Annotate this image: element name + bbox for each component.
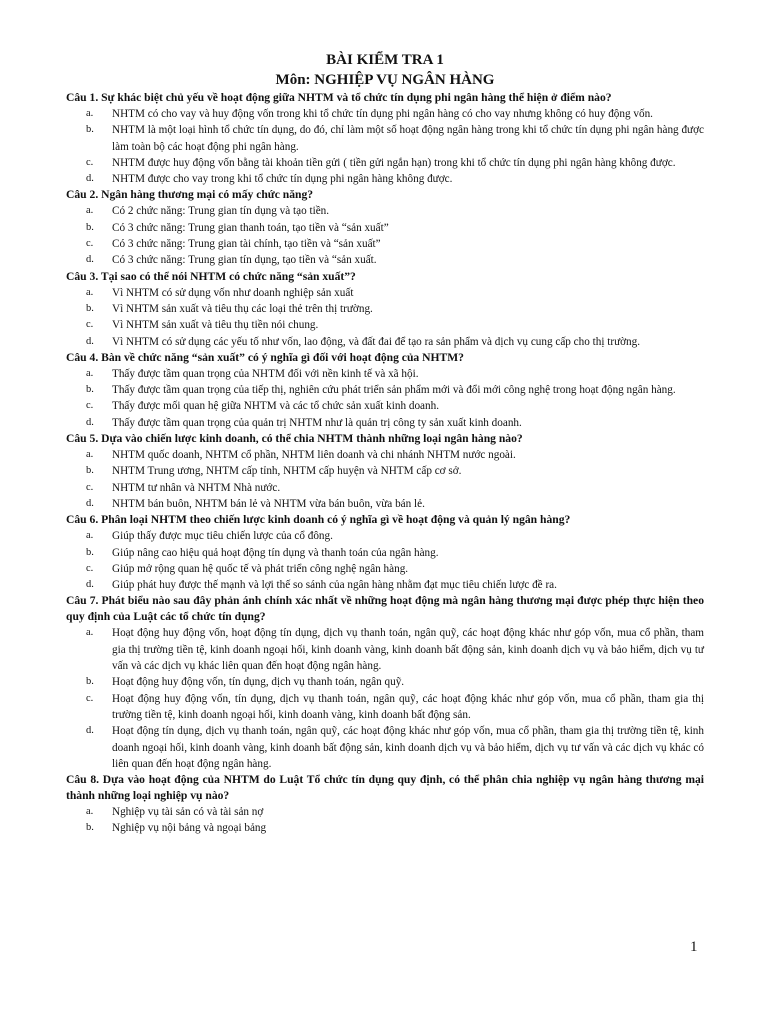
question-block — [66, 593, 704, 772]
option-text: NHTM bán buôn, NHTM bán lẻ và NHTM vừa bán buôn, vừa bán lẻ. — [112, 497, 425, 510]
answer-options — [66, 106, 704, 187]
option-text: Nghiệp vụ nội bảng và ngoại bảng — [112, 822, 267, 835]
option-marker: d. — [86, 497, 94, 509]
option-text: Hoạt động huy động vốn, tín dụng, dịch vụ thanh toán, ngân quỹ, các hoạt động khác như góp vốn, mua cổ phần, tham gia thị trường tiền tệ, kinh doanh ngoại hối, kinh doanh vàng, kinh doanh bất động sản. — [112, 692, 704, 721]
option-marker: a. — [86, 205, 94, 217]
option-text: Giúp thấy được mục tiêu chiến lược của cổ đông. — [112, 530, 333, 543]
option-marker: b. — [86, 124, 94, 136]
option-marker: b. — [86, 546, 94, 558]
answer-option — [66, 561, 704, 577]
option-text: Thấy được mối quan hệ giữa NHTM và các tổ chức sản xuất kinh doanh. — [112, 400, 440, 413]
answer-option — [66, 691, 704, 724]
question-text: Câu 3. Tại sao có thể nói NHTM có chức năng “sản xuất”? — [66, 269, 356, 283]
answer-options — [66, 366, 704, 431]
option-text: NHTM được huy động vốn bằng tài khoản tiền gửi ( tiền gửi ngắn hạn) trong khi tổ chức tín dụng phi ngân hàng không được. — [112, 156, 676, 169]
answer-option — [66, 723, 704, 772]
question-text: Câu 4. Bàn về chức năng “sản xuất” có ý nghĩa gì đối với hoạt động của NHTM? — [66, 350, 464, 364]
answer-option — [66, 106, 704, 122]
option-marker: a. — [86, 286, 94, 298]
answer-option — [66, 203, 704, 219]
option-marker: b. — [86, 822, 94, 834]
document-page — [66, 48, 704, 837]
answer-option — [66, 171, 704, 187]
answer-option — [66, 528, 704, 544]
option-text: Hoạt động huy động vốn, tín dụng, dịch vụ thanh toán, ngân quỹ. — [112, 676, 405, 689]
option-marker: d. — [86, 579, 94, 591]
answer-option — [66, 447, 704, 463]
option-marker: a. — [86, 627, 94, 639]
question-text: Câu 2. Ngân hàng thương mại có mấy chức năng? — [66, 188, 314, 202]
answer-option — [66, 236, 704, 252]
question-text: Câu 8. Dựa vào hoạt động của NHTM do Luật Tổ chức tín dụng quy định, có thể phân chia nghiệp vụ ngân hàng thương mại thành những loại nghiệp vụ nào? — [66, 773, 704, 803]
answer-option — [66, 463, 704, 479]
option-marker: b. — [86, 676, 94, 688]
answer-option — [66, 220, 704, 236]
question-block — [66, 772, 704, 837]
answer-option — [66, 382, 704, 398]
option-text: Giúp mở rộng quan hệ quốc tế và phát triển công nghệ ngân hàng. — [112, 562, 409, 575]
option-marker: b. — [86, 302, 94, 314]
subject-title: Môn: NGHIỆP VỤ NGÂN HÀNG — [275, 72, 495, 88]
document-title: BÀI KIỂM TRA 1 — [326, 52, 444, 68]
answer-options — [66, 447, 704, 512]
option-text: Có 3 chức năng: Trung gian tài chính, tạo tiền và “sản xuất” — [112, 238, 381, 251]
answer-option — [66, 545, 704, 561]
question-list — [66, 90, 704, 837]
option-marker: d. — [86, 254, 94, 266]
option-marker: a. — [86, 449, 94, 461]
answer-option — [66, 398, 704, 414]
answer-option — [66, 480, 704, 496]
option-text: Nghiệp vụ tài sản có và tài sản nợ — [112, 806, 264, 819]
option-marker: b. — [86, 384, 94, 396]
option-text: Vì NHTM sản xuất và tiêu thụ tiền nói chung. — [112, 319, 319, 332]
option-marker: b. — [86, 465, 94, 477]
option-text: Vì NHTM sản xuất và tiêu thụ các loại thẻ trên thị trường. — [112, 302, 373, 315]
answer-options — [66, 203, 704, 268]
answer-option — [66, 625, 704, 674]
option-text: Có 2 chức năng: Trung gian tín dụng và tạo tiền. — [112, 205, 330, 218]
answer-option — [66, 366, 704, 382]
option-text: Thấy được tầm quan trọng của tiếp thị, nghiên cứu phát triển sản phẩm mới và đổi mới công nghệ trong hoạt động ngân hàng. — [112, 384, 676, 397]
question-block — [66, 187, 704, 268]
answer-option — [66, 804, 704, 820]
option-marker: a. — [86, 367, 94, 379]
option-marker: c. — [86, 319, 94, 331]
answer-option — [66, 317, 704, 333]
option-marker: c. — [86, 238, 94, 250]
option-marker: d. — [86, 173, 94, 185]
option-marker: d. — [86, 335, 94, 347]
answer-options — [66, 528, 704, 593]
answer-option — [66, 496, 704, 512]
answer-option — [66, 285, 704, 301]
option-marker: d. — [86, 725, 94, 737]
answer-option — [66, 122, 704, 155]
answer-option — [66, 415, 704, 431]
option-marker: c. — [86, 400, 94, 412]
answer-options — [66, 625, 704, 772]
option-text: Có 3 chức năng: Trung gian thanh toán, tạo tiền và “sản xuất” — [112, 221, 389, 234]
answer-option — [66, 577, 704, 593]
answer-options — [66, 804, 704, 837]
option-marker: a. — [86, 108, 94, 119]
option-text: NHTM được cho vay trong khi tổ chức tín dụng phi ngân hàng không được. — [112, 173, 453, 186]
question-text: Câu 1. Sự khác biệt chủ yếu về hoạt động giữa NHTM và tổ chức tín dụng phi ngân hàng thể hiện ở điểm nào? — [66, 91, 612, 104]
question-text: Câu 7. Phát biểu nào sau đây phản ánh chính xác nhất về những hoạt động mà ngân hàng thương mại được phép thực hiện theo quy định của Luật các tổ chức tín dụng? — [66, 594, 704, 624]
option-marker: a. — [86, 806, 94, 818]
option-text: Vì NHTM có sử dụng vốn như doanh nghiệp sản xuất — [112, 286, 354, 299]
option-marker: a. — [86, 530, 94, 542]
option-marker: c. — [86, 562, 94, 574]
question-text: Câu 6. Phân loại NHTM theo chiến lược kinh doanh có ý nghĩa gì về hoạt động và quản lý ngân hàng? — [66, 513, 571, 527]
option-text: Thấy được tầm quan trọng của quản trị NHTM như là quản trị công ty sản xuất kinh doanh. — [112, 416, 522, 429]
page-number: 1 — [690, 939, 698, 955]
question-block — [66, 90, 704, 187]
option-text: NHTM Trung ương, NHTM cấp tỉnh, NHTM cấp huyện và NHTM cấp cơ sở. — [112, 465, 462, 478]
question-text: Câu 5. Dựa vào chiến lược kinh doanh, có thể chia NHTM thành những loại ngân hàng nào? — [66, 432, 523, 446]
option-text: Giúp nâng cao hiệu quả hoạt động tín dụng và thanh toán của ngân hàng. — [112, 546, 439, 559]
option-text: Giúp phát huy được thế mạnh và lợi thế so sánh của ngân hàng nhằm đạt mục tiêu chiến lược đề ra. — [112, 579, 557, 592]
answer-option — [66, 155, 704, 171]
answer-option — [66, 301, 704, 317]
option-marker: c. — [86, 156, 94, 168]
question-block — [66, 350, 704, 431]
answer-option — [66, 820, 704, 836]
option-text: NHTM là một loại hình tổ chức tín dụng, do đó, chỉ làm một số hoạt động ngân hàng trong khi tổ chức tín dụng phi ngân hàng được làm toàn bộ các hoạt động phi ngân hàng. — [112, 124, 704, 153]
question-block — [66, 269, 704, 350]
answer-option — [66, 252, 704, 268]
option-text: NHTM tư nhân và NHTM Nhà nước. — [112, 481, 281, 494]
option-marker: b. — [86, 221, 94, 233]
question-block — [66, 431, 704, 512]
option-text: Có 3 chức năng: Trung gian tín dụng, tạo tiền và “sản xuất. — [112, 254, 377, 267]
option-text: Hoạt động tín dụng, dịch vụ thanh toán, ngân quỹ, các hoạt động khác như góp vốn, mua cổ phần, tham gia thị trường tiền tệ, kinh doanh ngoại hối, kinh doanh vàng, kinh doanh bất động sản, kinh doanh dịch vụ và bảo hiểm, dịch vụ tư vấn và các dịch vụ khác có liên quan đến hoạt động ngân hàng. — [112, 725, 704, 770]
option-text: Thấy được tầm quan trọng của NHTM đối với nền kinh tế và xã hội. — [112, 367, 419, 380]
option-marker: c. — [86, 692, 94, 704]
option-text: NHTM quốc doanh, NHTM cổ phần, NHTM liên doanh và chi nhánh NHTM nước ngoài. — [112, 449, 516, 462]
option-marker: c. — [86, 481, 94, 493]
question-block — [66, 512, 704, 593]
option-text: Hoạt động huy động vốn, hoạt động tín dụng, dịch vụ thanh toán, ngân quỹ, các hoạt động khác như góp vốn, mua cổ phần, tham gia thị trường tiền tệ, kinh doanh ngoại hối, kinh doanh vàng, kinh doanh bất động sản, kinh doanh dịch vụ và bảo hiểm, dịch vụ tư vấn và các dịch vụ khác liên quan đến hoạt động ngân hàng. — [112, 627, 704, 673]
answer-option — [66, 334, 704, 350]
answer-options — [66, 285, 704, 350]
option-text: NHTM có cho vay và huy động vốn trong khi tổ chức tín dụng phi ngân hàng có cho vay nhưng không có huy động vốn. — [112, 108, 653, 120]
option-marker: d. — [86, 416, 94, 428]
option-text: Vì NHTM có sử dụng các yếu tố như vốn, lao động, và đất đai để tạo ra sản phẩm và dịch vụ cung cấp cho thị trường. — [112, 335, 641, 348]
answer-option — [66, 674, 704, 690]
